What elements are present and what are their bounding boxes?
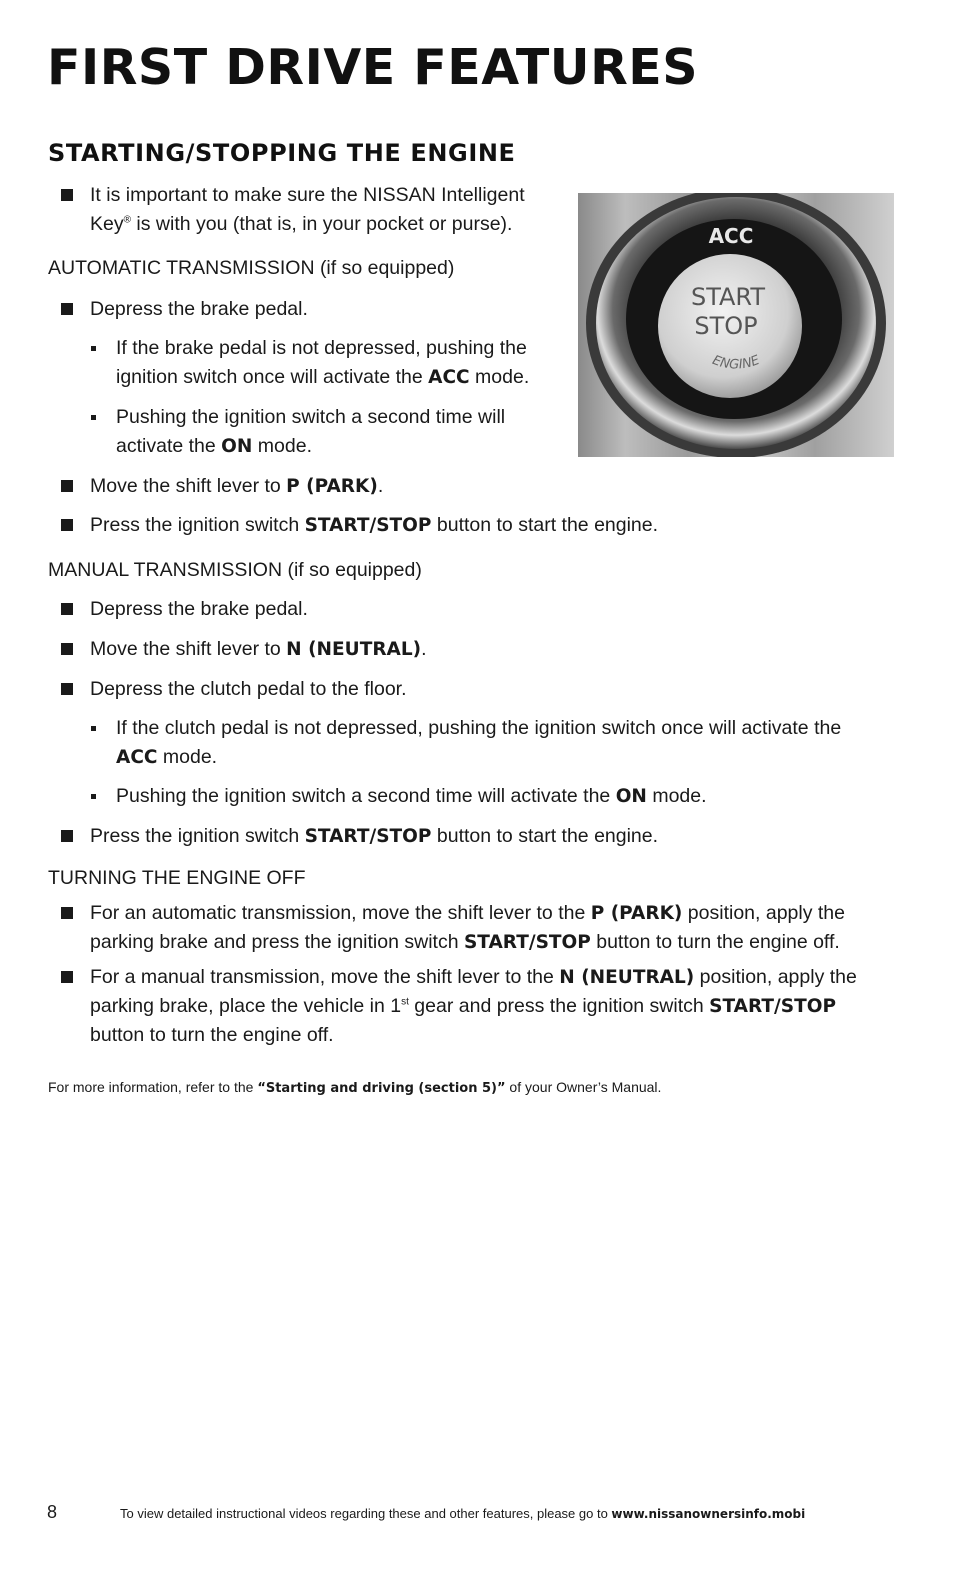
engine-off-bullet-2-line-3: button to turn the engine off. (90, 1024, 334, 1046)
manual-sub-1-line-1: If the clutch pedal is not depressed, pushing the ignition switch once will activate the (116, 717, 842, 739)
bullet-square (61, 603, 73, 615)
manual-bullet-2: Move the shift lever to N (NEUTRAL). (90, 638, 427, 660)
registered-mark: ® (123, 214, 131, 226)
manual-reference: “Starting and driving (section 5)” (257, 1081, 506, 1096)
automatic-heading: AUTOMATIC TRANSMISSION (if so equipped) (48, 257, 455, 279)
engine-label: ENGINE (710, 352, 762, 373)
engine-off-bullet-1-line-1: For an automatic transmission, move the shift lever to the P (PARK) position, apply the (90, 902, 845, 924)
manual-sub-1-line-2: ACC mode. (116, 746, 218, 768)
bullet-square (61, 519, 73, 531)
stop-label: STOP (694, 312, 758, 340)
auto-bullet-2: Move the shift lever to P (PARK). (90, 475, 384, 497)
bullet-square (61, 971, 73, 983)
start-label: START (690, 283, 766, 311)
auto-bullet-3: Press the ignition switch START/STOP button to start the engine. (90, 514, 659, 536)
bullet-dot (91, 726, 96, 731)
bullet-square (61, 907, 73, 919)
bullet-square (61, 683, 73, 695)
acc-label: ACC (708, 224, 754, 248)
engine-off-bullet-2-line-1: For a manual transmission, move the shift lever to the N (NEUTRAL) position, apply the (90, 966, 857, 988)
bullet-square (61, 643, 73, 655)
footnote: For more information, refer to the “Starting and driving (section 5)” of your Owner’s Manual. (48, 1079, 662, 1096)
engine-off-heading: TURNING THE ENGINE OFF (48, 867, 306, 889)
auto-bullet-1: Depress the brake pedal. (90, 298, 308, 320)
ignition-button-photo (578, 193, 894, 457)
engine-off-bullet-1-line-2: parking brake and press the ignition switch START/STOP button to turn the engine off. (90, 931, 840, 953)
engine-off-bullet-2-line-2: parking brake, place the vehicle in 1st gear and press the ignition switch START/STOP (90, 995, 837, 1017)
bullet-dot (91, 794, 96, 799)
intro-line-1: It is important to make sure the NISSAN Intelligent (90, 184, 525, 206)
bullet-square (61, 480, 73, 492)
bullet-square (61, 830, 73, 842)
page-number: 8 (47, 1502, 58, 1522)
section-heading: STARTING/STOPPING THE ENGINE (48, 139, 516, 167)
manual-sub-2: Pushing the ignition switch a second time will activate the ON mode. (116, 785, 707, 807)
auto-sub-2-line-1: Pushing the ignition switch a second time will (116, 406, 506, 428)
bullet-dot (91, 415, 96, 420)
bullet-square (61, 189, 73, 201)
auto-sub-1-line-1: If the brake pedal is not depressed, pushing the (116, 337, 527, 359)
auto-sub-1-line-2: ignition switch once will activate the ACC mode. (116, 366, 530, 388)
bullet-square (61, 303, 73, 315)
manual-bullet-3: Depress the clutch pedal to the floor. (90, 678, 407, 700)
manual-bullet-1: Depress the brake pedal. (90, 598, 308, 620)
ordinal-suffix: st (401, 996, 409, 1008)
manual-bullet-4: Press the ignition switch START/STOP button to start the engine. (90, 825, 659, 847)
page-title: FIRST DRIVE FEATURES (47, 39, 699, 96)
manual-heading: MANUAL TRANSMISSION (if so equipped) (48, 559, 422, 581)
footer-text: To view detailed instructional videos regarding these and other features, please go to www.nissanownersinfo.mobi (120, 1506, 806, 1521)
intro-line-2: Key® is with you (that is, in your pocket or purse). (90, 213, 513, 235)
footer-url[interactable]: www.nissanownersinfo.mobi (611, 1507, 806, 1521)
bullet-dot (91, 346, 96, 351)
auto-sub-2-line-2: activate the ON mode. (116, 435, 312, 457)
